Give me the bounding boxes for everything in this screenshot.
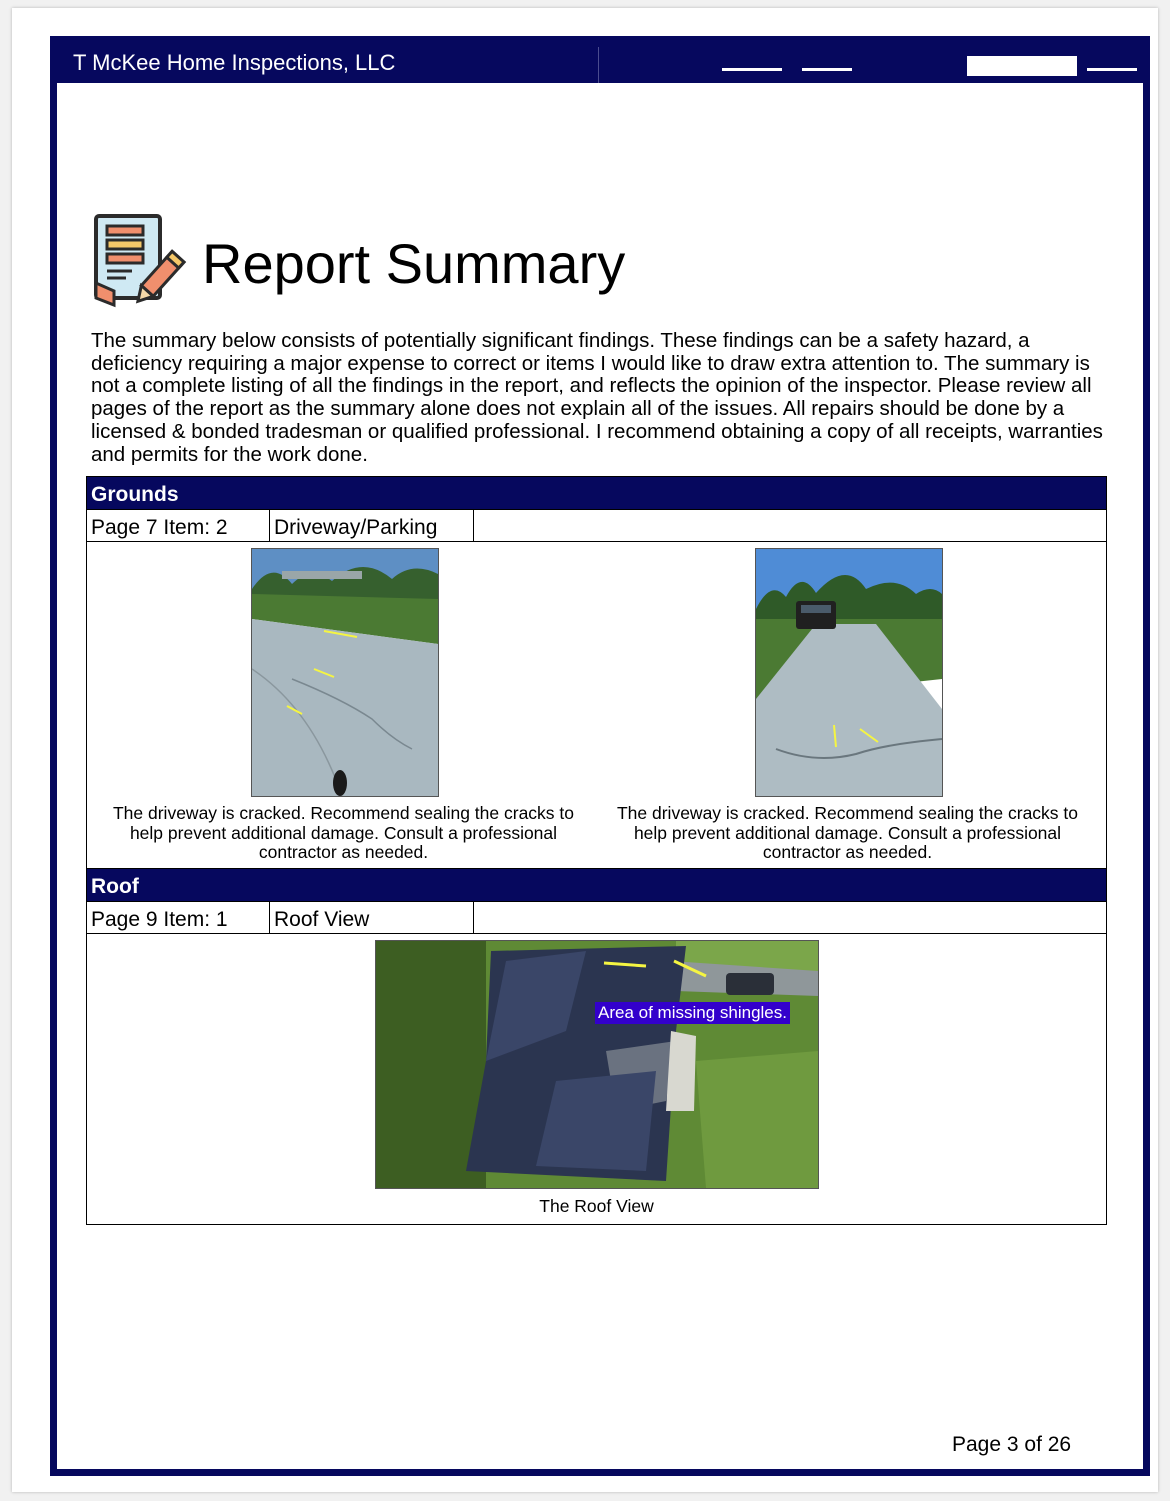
driveway-photo (251, 548, 439, 797)
item-topic: Roof View (270, 902, 474, 933)
item-reference: Page 7 Item: 2 (87, 510, 270, 541)
driveway-photo (755, 548, 943, 797)
item-row (87, 509, 1106, 542)
section-grounds (86, 476, 1107, 869)
header-divider (598, 47, 599, 83)
report-pencil-icon (92, 213, 188, 309)
photo-caption: The driveway is cracked. Recommend sealing the cracks to help prevent additional damage. Consult a professional contractor as needed. (112, 803, 575, 862)
section-title: Grounds (87, 477, 1106, 509)
item-topic: Driveway/Parking (270, 510, 474, 541)
section-roof (86, 868, 1107, 1225)
page-number: Page 3 of 26 (952, 1433, 1072, 1456)
page-header (57, 43, 1143, 83)
redacted-address (717, 52, 1137, 78)
item-reference: Page 9 Item: 1 (87, 902, 270, 933)
item-row (87, 901, 1106, 934)
summary-intro: The summary below consists of potentially significant findings. These findings can be a safety hazard, a deficiency requiring a major expense to correct or items I would like to draw extra attention to. The summary is not a complete listing of all the findings in the report, and reflects the opinion of the inspector. Please review all pages of the report as the summary alone does not explain all of the issues. All repairs should be done by a licensed & bonded tradesman or qualified professional. I recommend obtaining a copy of all receipts, warranties and permits for the work done. (91, 329, 1103, 466)
section-bottom-border (86, 1224, 1107, 1225)
section-title: Roof (87, 869, 1106, 901)
photo-caption: The Roof View (539, 1196, 654, 1216)
page-border (50, 36, 1150, 1476)
company-name: T McKee Home Inspections, LLC (73, 50, 396, 75)
page-title: Report Summary (202, 232, 626, 295)
roof-aerial-photo (375, 940, 819, 1189)
photo-caption: The driveway is cracked. Recommend sealing the cracks to help prevent additional damage. Consult a professional contractor as needed. (616, 803, 1079, 862)
report-page (12, 8, 1158, 1492)
photo-annotation-label: Area of missing shingles. (595, 1002, 790, 1024)
